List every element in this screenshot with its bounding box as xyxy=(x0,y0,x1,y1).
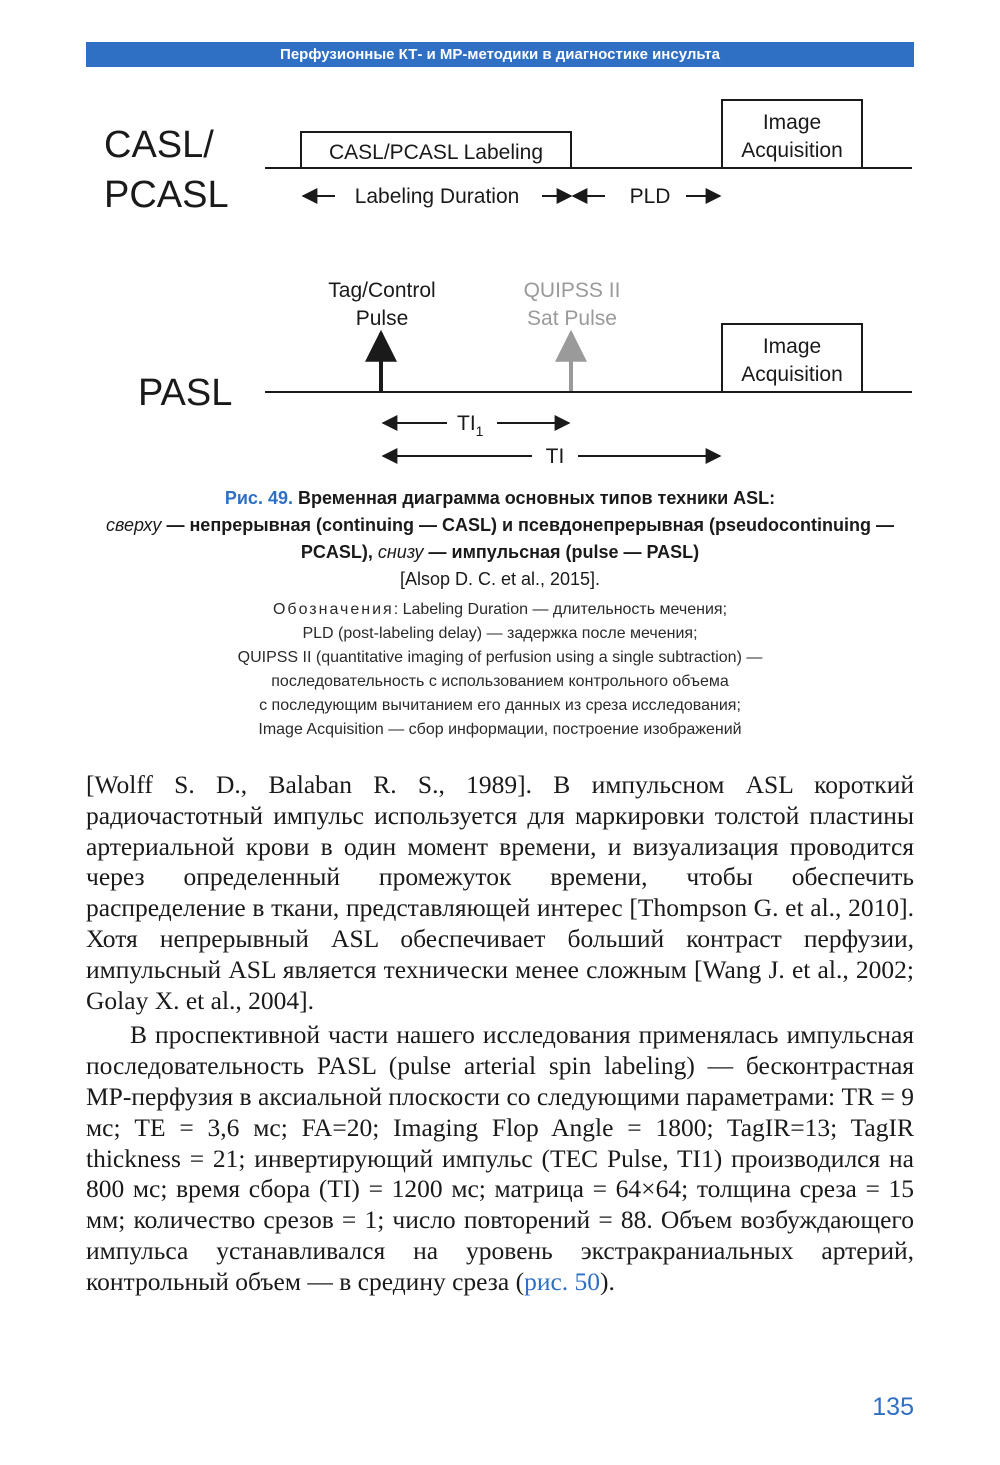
casl-label-line1: CASL/ xyxy=(104,124,214,166)
ti-label: TI xyxy=(545,445,565,468)
tag-control-line1: Tag/Control xyxy=(328,279,436,302)
caption-bottom-text: — импульсная (pulse — PASL) xyxy=(428,542,700,562)
casl-labeling-box-text: CASL/PCASL Labeling xyxy=(328,141,544,164)
casl-acquisition-line2: Acquisition xyxy=(741,139,843,162)
page-number: 135 xyxy=(872,1393,914,1421)
caption-bottom-italic: снизу xyxy=(377,542,424,562)
casl-acquisition-line1: Image xyxy=(762,111,822,134)
pasl-label: PASL xyxy=(138,372,233,414)
notes-line4: последовательность с использованием контрольного объема xyxy=(271,673,729,690)
labeling-duration-label: Labeling Duration xyxy=(354,185,520,208)
caption-top-italic: сверху xyxy=(105,515,162,535)
asl-timing-diagram xyxy=(0,90,1000,480)
paragraph-1: [Wolff S. D., Balaban R. S., 1989]. В импульсном ASL короткий радиочастотный импульс используется для маркировки толстой пластины артериальной крови в один момент времени, и визуализация проводится через определенный промежуток времени, чтобы обеспечить распределение в ткани, представляющей интерес [Thompson G. et al., 2010]. Хотя непрерывный ASL обеспечивает больший контраст перфузии, импульсный ASL является технически менее сложным [Wang J. et al., 2002; Golay X. et al., 2004]. xyxy=(86,770,914,1015)
running-header xyxy=(86,42,914,67)
body-text xyxy=(86,770,914,1298)
notes-heading: Обозначения xyxy=(272,601,394,618)
running-header-title: Перфузионные КТ- и МР-методики в диагностике инсульта xyxy=(280,46,720,63)
caption-top-text: — непрерывная (continuing — CASL) и псевдонепрерывная (pseudocontinuing — PCASL), xyxy=(166,515,894,562)
notes-line5: с последующим вычитанием его данных из среза исследования; xyxy=(259,697,741,714)
quipss-line1: QUIPSS II xyxy=(523,279,621,302)
ti1-label: $TI_1$ xyxy=(457,412,484,439)
notes-line2: PLD (post-labeling delay) — задержка после мечения; xyxy=(302,625,698,642)
figure-caption xyxy=(100,485,900,593)
caption-citation: [Alsop D. C. et al., 2015]. xyxy=(399,569,601,589)
notes-line1: Обозначения: Labeling Duration — длительность мечения; xyxy=(272,601,728,618)
notes-line6: Image Acquisition — сбор информации, построение изображений xyxy=(258,721,742,738)
figure-number: Рис. 49. xyxy=(224,488,293,508)
casl-label-line2: PCASL xyxy=(104,174,229,216)
figure-notes xyxy=(100,598,900,742)
figure-title: Временная диаграмма основных типов техники ASL: xyxy=(297,488,776,508)
notes-line3: QUIPSS II (quantitative imaging of perfusion using a single subtraction) — xyxy=(237,649,763,666)
pasl-acquisition-line2: Acquisition xyxy=(741,363,843,386)
pld-label: PLD xyxy=(629,185,671,208)
quipss-line2: Sat Pulse xyxy=(527,307,617,330)
paragraph-2: В проспективной части нашего исследования применялась импульсная последовательность PASL (pulse arterial spin labeling) — бесконтрастная МР-перфузия в аксиальной плоскости со следующими параметрами: TR = 9 мс; TE = 3,6 мс; FA=20; Imaging Flop Angle = 1800; TagIR=13; TagIR thickness = 21; инвертирующий импульс (TEC Pulse, TI1) производился на 800 мс; время сбора (TI) = 1200 мс; матрица = 64×64; толщина среза = 15 мм; количество срезов = 1; число повторений = 88. Объем возбуждающего импульса устанавливался на уровень экстракраниальных артерий, контрольный объем — в средину среза (рис. 50). xyxy=(86,1020,914,1296)
pasl-acquisition-line1: Image xyxy=(762,335,822,358)
figure-50-link[interactable]: рис. 50 xyxy=(524,1266,601,1296)
tag-control-line2: Pulse xyxy=(355,307,409,330)
